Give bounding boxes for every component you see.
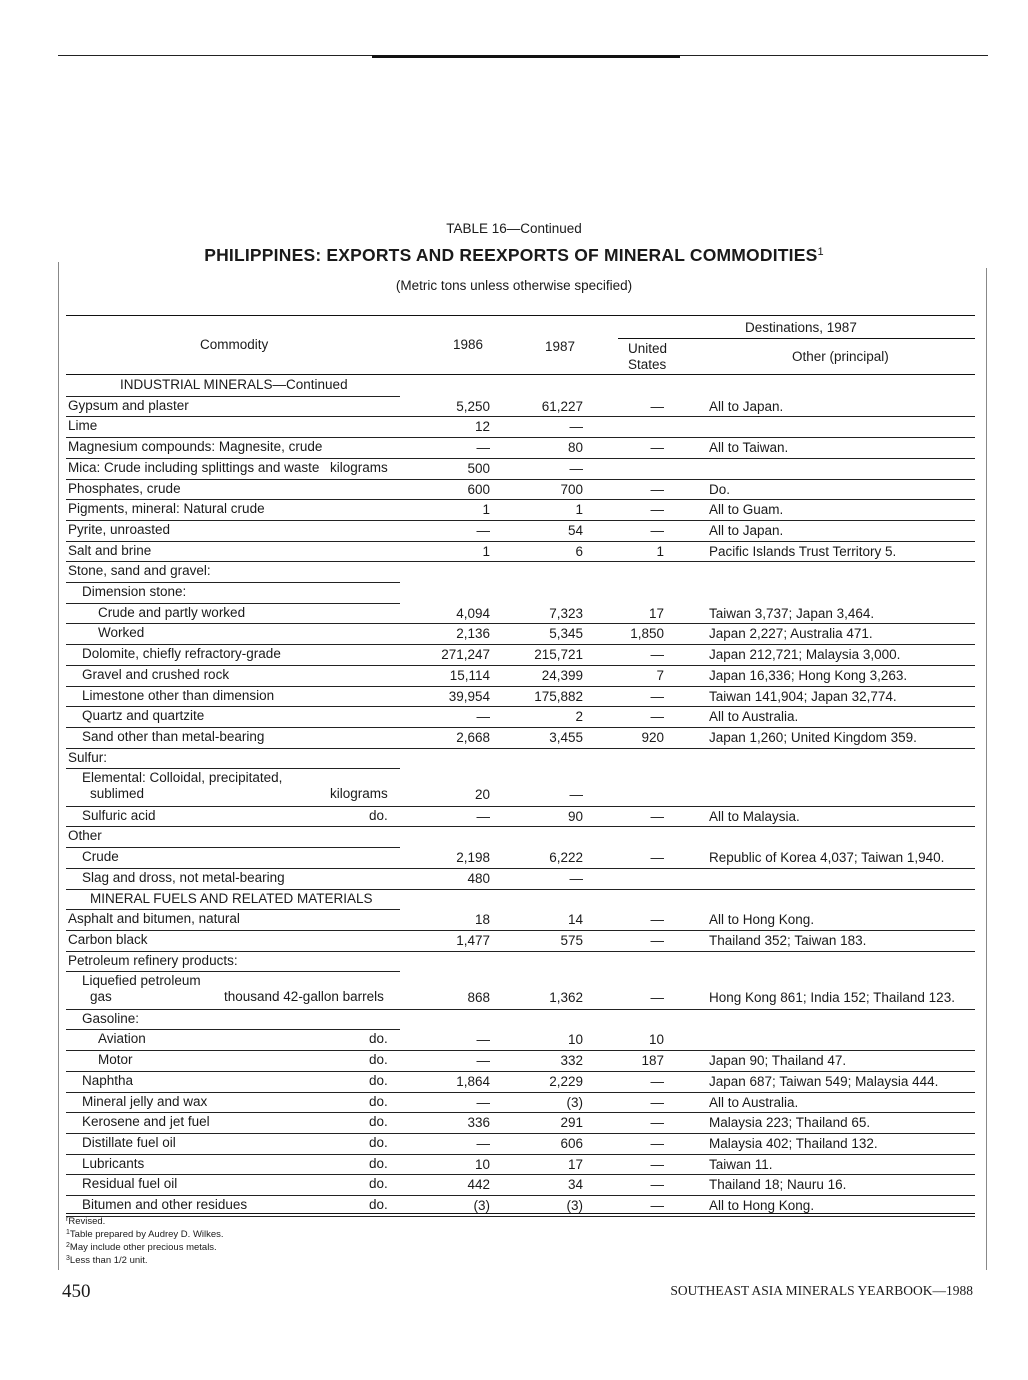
table-number: TABLE 16—Continued	[446, 221, 582, 236]
value-1986: 500	[467, 460, 490, 476]
footnote	[66, 1255, 148, 1266]
footnote-mark: 1	[66, 1229, 70, 1236]
value-other-destinations: All to Australia.	[709, 1094, 799, 1110]
value-united-states: —	[650, 1115, 664, 1131]
value-united-states: —	[650, 688, 664, 704]
value-united-states: —	[650, 808, 664, 824]
value-1987: 24,399	[541, 667, 583, 683]
right-margin-line	[986, 268, 987, 1270]
value-1987: 1	[575, 502, 583, 518]
row-rule	[66, 1154, 975, 1155]
value-1987: 10	[567, 1032, 583, 1048]
row-rule	[66, 623, 975, 624]
value-united-states: —	[650, 912, 664, 928]
value-1986: —	[476, 1135, 490, 1151]
value-other-destinations: All to Japan.	[709, 398, 784, 414]
value-other-destinations: All to Hong Kong.	[709, 1198, 815, 1213]
value-other-destinations: Japan 16,336; Hong Kong 3,263.	[709, 667, 908, 683]
row-rule	[66, 582, 400, 583]
value-united-states: —	[650, 522, 664, 538]
unit-label: do.	[369, 1134, 388, 1150]
value-united-states: —	[650, 932, 664, 948]
commodity-label: Dolomite, chiefly refractory-grade	[82, 646, 281, 662]
value-united-states: 7	[656, 667, 664, 683]
row-rule	[66, 396, 400, 397]
footnote	[66, 1242, 217, 1253]
commodity-label: Gasoline:	[82, 1010, 140, 1026]
commodity-label: Asphalt and bitumen, natural	[68, 911, 240, 927]
row-rule	[66, 499, 975, 500]
row-rule	[66, 479, 975, 480]
commodity-label: Bitumen and other residues	[82, 1197, 248, 1212]
value-other-destinations: Hong Kong 861; India 152; Thailand 123.	[709, 989, 955, 1005]
commodity-label: Motor	[98, 1052, 133, 1068]
commodity-label: Pigments, mineral: Natural crude	[68, 501, 265, 517]
header-destinations: Destinations, 1987	[745, 320, 857, 335]
value-other-destinations: Do.	[709, 481, 731, 497]
row-rule	[66, 971, 400, 972]
value-1987: —	[569, 870, 583, 886]
value-1987: —	[569, 460, 583, 476]
value-1987: 3,455	[549, 729, 583, 745]
value-1986: 39,954	[448, 688, 490, 704]
value-other-destinations: Republic of Korea 4,037; Taiwan 1,940.	[709, 850, 945, 866]
value-1987: 1,362	[549, 989, 583, 1005]
row-rule	[66, 826, 975, 827]
value-united-states: —	[650, 398, 664, 414]
value-other-destinations: All to Malaysia.	[709, 808, 800, 824]
page-number: 450	[62, 1281, 91, 1302]
value-1986: 20	[474, 786, 490, 802]
row-rule	[66, 847, 400, 848]
value-1986: 1	[482, 502, 490, 518]
value-1986: 18	[474, 912, 490, 928]
commodity-label: Carbon black	[68, 931, 148, 947]
value-1987: 5,345	[549, 626, 583, 642]
commodity-label: Sand other than metal-bearing	[82, 728, 265, 744]
footnote	[66, 1229, 224, 1240]
value-united-states: —	[650, 1156, 664, 1172]
header-states: States	[628, 357, 667, 372]
commodity-label: Stone, sand and gravel:	[68, 563, 211, 579]
row-rule	[66, 1050, 975, 1051]
commodity-label: Crude and partly worked	[98, 604, 246, 620]
commodity-label: Sulfur:	[68, 749, 108, 765]
value-united-states: —	[650, 989, 664, 1005]
value-other-destinations: All to Australia.	[709, 709, 799, 725]
value-other-destinations: Malaysia 223; Thailand 65.	[709, 1115, 871, 1131]
unit-label: do.	[369, 1176, 388, 1192]
value-1986: 442	[467, 1177, 490, 1193]
value-united-states: 187	[641, 1053, 664, 1069]
commodity-label: Elemental: Colloidal, precipitated,	[82, 770, 283, 786]
row-rule	[66, 1112, 975, 1113]
commodity-label: Gypsum and plaster	[68, 397, 189, 413]
unit-label: do.	[369, 1031, 388, 1047]
value-other-destinations: Japan 90; Thailand 47.	[709, 1053, 847, 1069]
value-1987: 6	[575, 543, 583, 559]
commodity-label: Lime	[68, 418, 98, 434]
value-other-destinations: Taiwan 3,737; Japan 3,464.	[709, 605, 875, 621]
header-top-rule	[66, 315, 975, 316]
row-rule	[66, 665, 975, 666]
footnote-mark: 3	[66, 1255, 70, 1262]
value-1986: —	[476, 709, 490, 725]
table-subtitle: (Metric tons unless otherwise specified)	[395, 278, 633, 293]
value-1986: 12	[474, 419, 490, 435]
row-rule	[66, 561, 975, 562]
value-other-destinations: Japan 687; Taiwan 549; Malaysia 444.	[709, 1073, 939, 1089]
row-rule	[66, 1009, 975, 1010]
row-rule	[66, 603, 400, 604]
commodity-label: Petroleum refinery products:	[68, 952, 238, 968]
value-1986: 5,250	[456, 398, 490, 414]
footnote-text: Table prepared by Audrey D. Wilkes.	[69, 1229, 224, 1240]
running-footer: SOUTHEAST ASIA MINERALS YEARBOOK—1988	[670, 1283, 973, 1298]
value-1987: 34	[567, 1177, 583, 1193]
value-other-destinations: All to Taiwan.	[709, 440, 789, 456]
unit-label: do.	[369, 1197, 388, 1212]
footnote-text: May include other precious metals.	[69, 1242, 217, 1253]
row-rule	[66, 520, 975, 521]
row-rule	[66, 889, 975, 890]
commodity-label: Residual fuel oil	[82, 1176, 178, 1192]
section-heading-label: INDUSTRIAL MINERALS—Continued	[120, 377, 348, 392]
unit-label: thousand 42-gallon barrels	[224, 988, 384, 1004]
value-1987: (3)	[566, 1094, 583, 1110]
unit-label: do.	[369, 1114, 388, 1130]
commodity-label: Worked	[98, 625, 145, 641]
commodity-label: Distillate fuel oil	[82, 1134, 176, 1150]
commodity-label: Slag and dross, not metal-bearing	[82, 869, 285, 885]
value-1986: 2,198	[456, 850, 490, 866]
table-bottom-rule	[66, 1213, 975, 1214]
value-other-destinations: All to Japan.	[709, 522, 784, 538]
value-united-states: —	[650, 502, 664, 518]
value-1986: 15,114	[449, 667, 490, 683]
row-rule	[66, 909, 400, 910]
unit-label: do.	[369, 1052, 388, 1068]
commodity-label: Lubricants	[82, 1155, 145, 1171]
commodity-label: Phosphates, crude	[68, 480, 181, 496]
table-title: PHILIPPINES: EXPORTS AND REEXPORTS OF MINERAL COMMODITIES$^1$	[204, 245, 824, 265]
row-rule	[66, 727, 975, 728]
commodity-label: Sulfuric acid	[82, 807, 156, 823]
value-1987: —	[569, 419, 583, 435]
unit-label: do.	[369, 1155, 388, 1171]
footnote-text: Revised.	[68, 1216, 106, 1227]
value-united-states: 1	[656, 543, 664, 559]
header-other: Other (principal)	[792, 349, 889, 364]
value-1987: 291	[560, 1115, 583, 1131]
row-rule	[66, 437, 975, 438]
unit-label: kilograms	[330, 785, 388, 801]
row-rule	[66, 1029, 400, 1030]
value-1986: —	[476, 440, 490, 456]
value-1987: 54	[567, 522, 583, 538]
value-1987: 14	[567, 912, 583, 928]
value-1986: 4,094	[456, 605, 490, 621]
title-footnote-mark: 1	[817, 246, 824, 258]
commodity-label: Mica: Crude including splittings and waste	[68, 459, 320, 475]
value-1987: 332	[560, 1053, 583, 1069]
value-united-states: 10	[648, 1032, 664, 1048]
header-bottom-rule	[66, 374, 975, 375]
value-1987: 2,229	[549, 1073, 583, 1089]
row-rule	[66, 868, 975, 869]
row-rule	[66, 416, 975, 417]
value-other-destinations: Japan 1,260; United Kingdom 359.	[709, 729, 917, 745]
value-united-states: —	[650, 1198, 664, 1213]
left-margin-line	[58, 262, 59, 1270]
value-1986: 2,136	[456, 626, 490, 642]
value-1986: 10	[474, 1156, 490, 1172]
row-rule	[66, 1133, 975, 1134]
value-united-states: 1,850	[630, 626, 664, 642]
value-1986: (3)	[473, 1198, 490, 1213]
value-1986: —	[476, 522, 490, 538]
value-other-destinations: Malaysia 402; Thailand 132.	[709, 1135, 878, 1151]
row-rule	[66, 1216, 975, 1217]
row-rule	[66, 644, 975, 645]
commodity-label-continued: sublimed	[90, 785, 145, 801]
value-1987: —	[569, 786, 583, 802]
value-1987: 2	[575, 709, 583, 725]
value-other-destinations: Taiwan 11.	[709, 1156, 773, 1172]
value-1986: 1	[482, 543, 490, 559]
header-1987: 1987	[545, 339, 576, 354]
unit-label: do.	[369, 1072, 388, 1088]
commodity-label: Other	[68, 828, 102, 844]
commodity-label: Mineral jelly and wax	[82, 1093, 208, 1109]
header-commodity: Commodity	[200, 337, 269, 352]
value-united-states: 17	[648, 605, 664, 621]
value-united-states: —	[650, 850, 664, 866]
footnote-text: Less than 1/2 unit.	[69, 1255, 148, 1266]
value-other-destinations: Taiwan 141,904; Japan 32,774.	[709, 688, 897, 704]
row-rule	[66, 951, 975, 952]
value-1986: 480	[467, 870, 490, 886]
value-1987: 6,222	[549, 850, 583, 866]
value-other-destinations: Thailand 18; Nauru 16.	[709, 1177, 847, 1193]
value-other-destinations: Pacific Islands Trust Territory 5.	[709, 543, 897, 559]
value-1987: 700	[560, 481, 583, 497]
value-other-destinations: Japan 2,227; Australia 471.	[709, 626, 873, 642]
unit-label: do.	[369, 1093, 388, 1109]
row-rule	[66, 458, 975, 459]
value-1987: 575	[560, 932, 583, 948]
footnote-mark: r	[66, 1216, 69, 1223]
value-1987: 17	[567, 1156, 583, 1172]
value-united-states: —	[650, 709, 664, 725]
value-united-states: —	[650, 1177, 664, 1193]
value-1987: 215,721	[534, 647, 583, 663]
row-rule	[66, 1195, 975, 1196]
row-rule	[66, 686, 975, 687]
row-rule	[66, 1174, 975, 1175]
value-1986: —	[476, 808, 490, 824]
value-united-states: —	[650, 1094, 664, 1110]
value-1987: 80	[567, 440, 583, 456]
top-bar	[372, 55, 680, 58]
value-1986: 1,477	[456, 932, 490, 948]
row-rule	[66, 1092, 975, 1093]
value-1986: 600	[467, 481, 490, 497]
value-1986: —	[476, 1032, 490, 1048]
value-united-states: —	[650, 647, 664, 663]
value-1987: 606	[560, 1135, 583, 1151]
row-rule	[66, 1071, 975, 1072]
row-rule	[66, 768, 400, 769]
value-other-destinations: Thailand 352; Taiwan 183.	[709, 932, 867, 948]
value-united-states: 920	[641, 729, 664, 745]
value-1986: —	[476, 1053, 490, 1069]
row-rule	[66, 806, 975, 807]
value-1986: 1,864	[456, 1073, 490, 1089]
value-other-destinations: All to Guam.	[709, 502, 784, 518]
commodity-label: Aviation	[98, 1031, 146, 1047]
commodity-label: Gravel and crushed rock	[82, 666, 230, 682]
header-1986: 1986	[453, 337, 484, 352]
commodity-label: Salt and brine	[68, 542, 152, 558]
unit-label: kilograms	[330, 459, 388, 475]
commodity-label: Liquefied petroleum	[82, 973, 201, 989]
value-united-states: —	[650, 440, 664, 456]
value-other-destinations: All to Hong Kong.	[709, 912, 815, 928]
commodity-label: Pyrite, unroasted	[68, 521, 171, 537]
section-heading-label: MINERAL FUELS AND RELATED MATERIALS	[90, 890, 373, 906]
row-rule	[66, 706, 975, 707]
value-1986: —	[476, 1094, 490, 1110]
value-other-destinations: Japan 212,721; Malaysia 3,000.	[709, 647, 901, 663]
commodity-label: Dimension stone:	[82, 584, 187, 599]
value-united-states: —	[650, 1135, 664, 1151]
commodity-label: Magnesium compounds: Magnesite, crude	[68, 439, 323, 455]
value-1986: 336	[467, 1115, 490, 1131]
value-1987: 7,323	[549, 605, 583, 621]
value-1986: 271,247	[441, 647, 490, 663]
unit-label: do.	[369, 807, 388, 823]
value-1987: 90	[567, 808, 583, 824]
commodity-label: Quartz and quartzite	[82, 708, 205, 724]
commodity-label: Kerosene and jet fuel	[82, 1114, 210, 1130]
commodity-label: Limestone other than dimension	[82, 687, 275, 703]
footnote-mark: 2	[66, 1242, 70, 1249]
value-1987: 61,227	[541, 398, 583, 414]
commodity-label: Crude	[82, 849, 119, 865]
value-1987: (3)	[566, 1198, 583, 1213]
commodity-label-continued: gas	[90, 988, 112, 1004]
value-1987: 175,882	[534, 688, 583, 704]
value-united-states: —	[650, 481, 664, 497]
row-rule	[66, 930, 975, 931]
row-rule	[66, 748, 975, 749]
commodity-label: Naphtha	[82, 1072, 134, 1088]
row-rule	[66, 541, 975, 542]
header-united: United	[628, 341, 668, 356]
value-1986: 868	[467, 989, 490, 1005]
value-united-states: —	[650, 1073, 664, 1089]
header-destinations-rule	[618, 338, 975, 339]
value-1986: 2,668	[456, 729, 490, 745]
footnote	[66, 1216, 105, 1227]
